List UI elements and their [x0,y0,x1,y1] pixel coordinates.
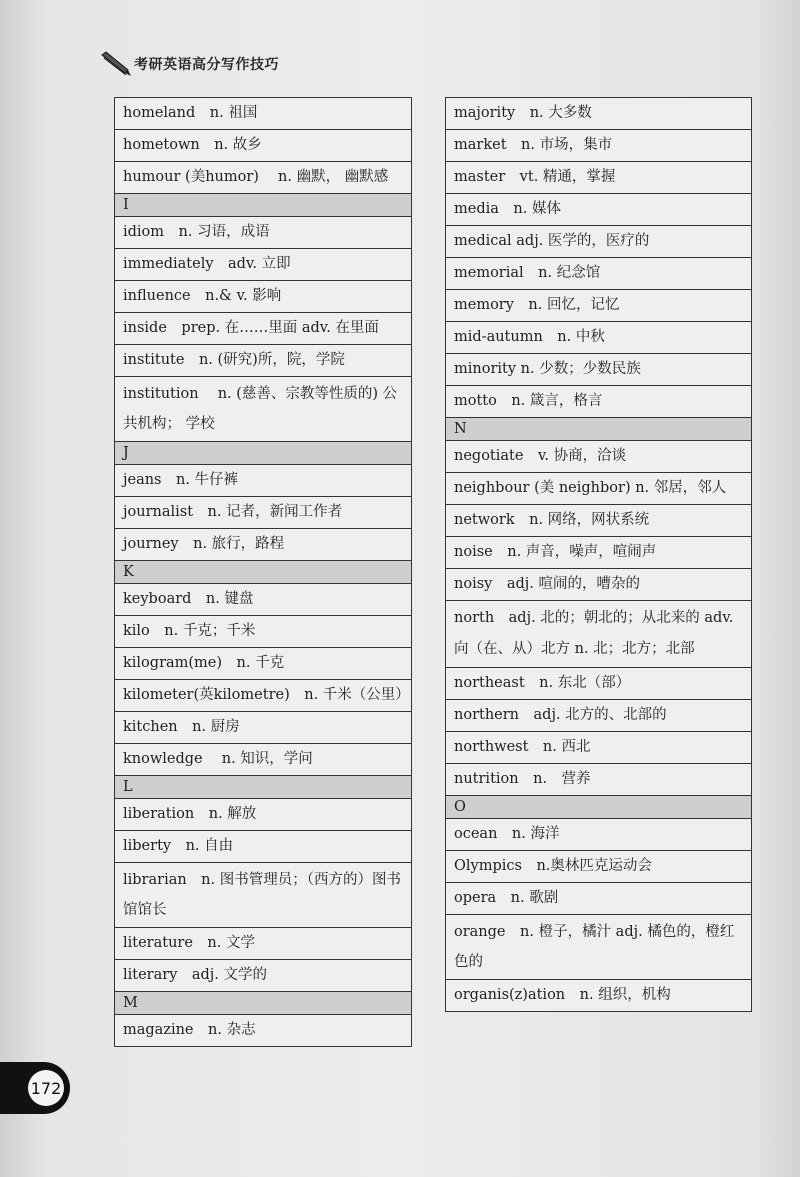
vocab-entry-row: librarian n. 图书管理员；（西方的）图书馆馆长 [115,863,411,928]
vocab-entry-row: opera n. 歌剧 [446,883,751,915]
vocab-entry-row: neighbour (美 neighbor) n. 邻居，邻人 [446,473,751,505]
page-header [100,50,279,78]
section-letter-row: O [446,796,751,819]
vocab-entry-row: institute n. (研究)所，院，学院 [115,345,411,377]
vocab-entry-row: minority n. 少数；少数民族 [446,354,751,386]
vocab-entry-row: kitchen n. 厨房 [115,712,411,744]
header-title: 考研英语高分写作技巧 [134,57,279,73]
vocab-entry-row: humour (美humor) n. 幽默， 幽默感 [115,162,411,194]
vocab-entry-row: knowledge n. 知识，学问 [115,744,411,776]
pencil-icon [100,51,132,77]
vocab-entry-row: immediately adv. 立即 [115,249,411,281]
vocab-entry-row: keyboard n. 键盘 [115,584,411,616]
vocab-entry-row: motto n. 箴言，格言 [446,386,751,418]
vocab-entry-row: market n. 市场，集市 [446,130,751,162]
vocab-entry-row: media n. 媒体 [446,194,751,226]
vocab-entry-row: memory n. 回忆，记忆 [446,290,751,322]
vocab-entry-row: medical adj. 医学的，医疗的 [446,226,751,258]
vocab-entry-row: noise n. 声音，噪声，喧闹声 [446,537,751,569]
vocab-entry-row: ocean n. 海洋 [446,819,751,851]
vocab-entry-row: journey n. 旅行，路程 [115,529,411,561]
vocab-entry-row: noisy adj. 喧闹的，嘈杂的 [446,569,751,601]
vocabulary-table-left [114,97,412,1047]
vocab-entry-row: nutrition n. 营养 [446,764,751,796]
vocab-entry-row: negotiate v. 协商，洽谈 [446,441,751,473]
vocab-entry-row: idiom n. 习语，成语 [115,217,411,249]
vocab-entry-row: kilometer(英kilometre) n. 千米（公里） [115,680,411,712]
section-letter-row: K [115,561,411,584]
vocab-entry-row: institution n. (慈善、宗教等性质的) 公共机构； 学校 [115,377,411,442]
section-letter-row: I [115,194,411,217]
vocab-entry-row: northern adj. 北方的、北部的 [446,700,751,732]
vocab-entry-row: majority n. 大多数 [446,98,751,130]
vocab-entry-row: network n. 网络，网状系统 [446,505,751,537]
vocab-entry-row: inside prep. 在……里面 adv. 在里面 [115,313,411,345]
vocab-entry-row: liberation n. 解放 [115,799,411,831]
section-letter-row: J [115,442,411,465]
vocab-entry-row: mid-autumn n. 中秋 [446,322,751,354]
page-number: 172 [28,1070,64,1106]
vocab-entry-row: Olympics n.奥林匹克运动会 [446,851,751,883]
vocab-entry-row: kilo n. 千克；千米 [115,616,411,648]
vocab-entry-row: northeast n. 东北（部） [446,668,751,700]
vocab-entry-row: homeland n. 祖国 [115,98,411,130]
vocab-entry-row: north adj. 北的；朝北的；从北来的 adv. 向（在、从）北方 n. 北；北方；北部 [446,601,751,668]
vocab-entry-row: memorial n. 纪念馆 [446,258,751,290]
section-letter-row: N [446,418,751,441]
vocab-entry-row: literature n. 文学 [115,928,411,960]
section-letter-row: M [115,992,411,1015]
vocab-entry-row: hometown n. 故乡 [115,130,411,162]
vocab-entry-row: liberty n. 自由 [115,831,411,863]
vocab-entry-row: northwest n. 西北 [446,732,751,764]
vocab-entry-row: literary adj. 文学的 [115,960,411,992]
vocab-entry-row: organis(z)ation n. 组织，机构 [454,987,671,1003]
section-letter-row: L [115,776,411,799]
vocab-entry-row: jeans n. 牛仔裤 [115,465,411,497]
vocab-entry-row: master vt. 精通，掌握 [446,162,751,194]
vocab-entry-row: influence n.& v. 影响 [115,281,411,313]
vocab-entry-row: magazine n. 杂志 [123,1022,256,1038]
vocab-entry-row: kilogram(me) n. 千克 [115,648,411,680]
vocab-entry-row: orange n. 橙子，橘汁 adj. 橘色的，橙红色的 [446,915,751,980]
vocab-entry-row: journalist n. 记者，新闻工作者 [115,497,411,529]
vocabulary-table-right [445,97,752,1012]
